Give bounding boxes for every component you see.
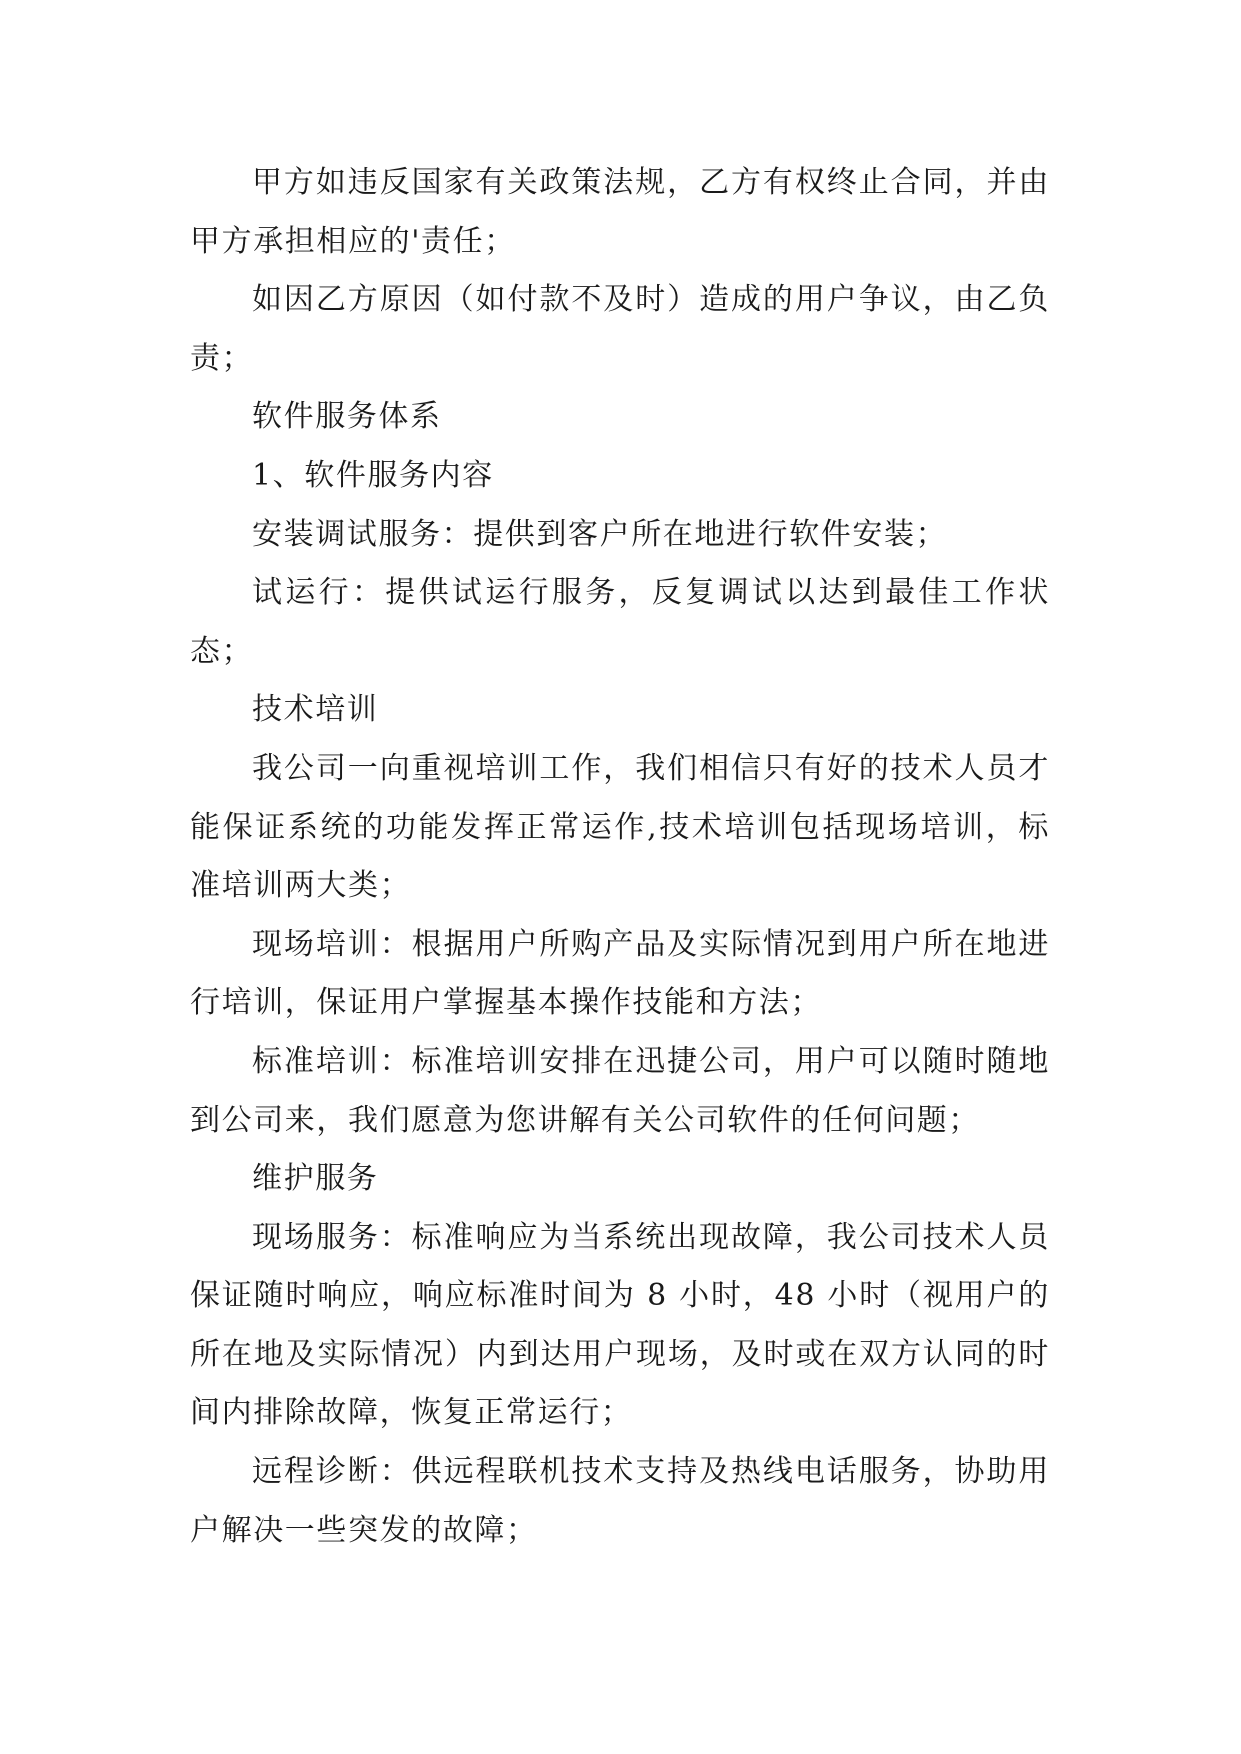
paragraph-party-a-violation: 甲方如违反国家有关政策法规，乙方有权终止合同，并由甲方承担相应的'责任； <box>190 165 1050 259</box>
heading-technical-training: 技术培训 <box>252 692 379 728</box>
paragraph-onsite-training: 现场培训：根据用户所购产品及实际情况到用户所在地进行培训，保证用户掌握基本操作技能和方法； <box>190 926 1050 1021</box>
paragraph-party-b-dispute: 如因乙方原因（如付款不及时）造成的用户争议，由乙负责； <box>190 282 1050 376</box>
heading-maintenance-service: 维护服务 <box>252 1161 379 1197</box>
paragraph-onsite-service: 现场服务：标准响应为当系统出现故障，我公司技术人员保证随时响应，响应标准时间为 8 小时，48 小时（视用户的所在地及实际情况）内到达用户现场，及时或在双方认同的时间内排除故障，恢复正常运行； <box>190 1219 1050 1431</box>
document-body <box>190 154 1050 1560</box>
paragraph-trial-run: 试运行：提供试运行服务，反复调试以达到最佳工作状态； <box>190 575 1050 669</box>
paragraph-remote-diagnosis: 远程诊断：供远程联机技术支持及热线电话服务，协助用户解决一些突发的故障； <box>190 1454 1050 1548</box>
paragraph-standard-training: 标准培训：标准培训安排在迅捷公司，用户可以随时随地到公司来，我们愿意为您讲解有关公司软件的任何问题； <box>190 1043 1050 1138</box>
paragraph-installation-service: 安装调试服务：提供到客户所在地进行软件安装； <box>252 516 948 552</box>
paragraph-training-overview: 我公司一向重视培训工作，我们相信只有好的技术人员才能保证系统的功能发挥正常运作,技术培训包括现场培训，标准培训两大类； <box>190 750 1050 904</box>
heading-software-service-system: 软件服务体系 <box>252 399 442 435</box>
heading-software-service-content: 1、软件服务内容 <box>252 457 494 493</box>
